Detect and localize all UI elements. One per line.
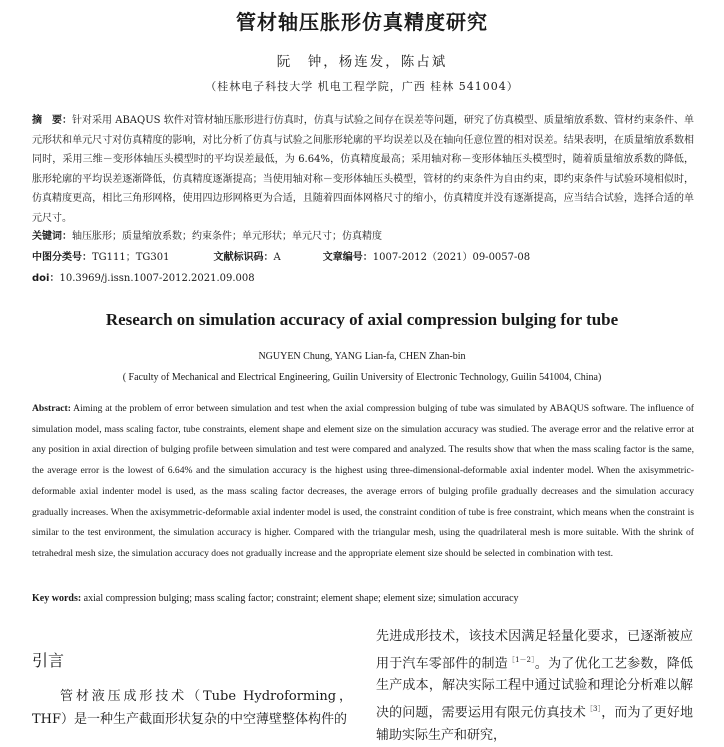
- doi-value: 10.3969/j.issn.1007-2012.2021.09.008: [59, 273, 255, 284]
- cn-keywords-label: 关键词：: [32, 231, 72, 242]
- cn-abstract-label: 摘 要：: [32, 115, 73, 126]
- cn-paper-title: 管材轴压胀形仿真精度研究: [236, 10, 488, 34]
- en-paper-title: Research on simulation accuracy of axial compression bulging for tube: [105, 310, 619, 329]
- en-abstract-text: Aiming at the problem of error between simulation and test when the axial compression bulging of tube was simulated by ABAQUS software. The influence of simulation model, mass scaling factor, tube constraints, element shape and element size on the simulation accuracy was studied. The average error and the relative error at any position in axial direction of bulging profile between simulation and test were compared and analyzed. The results show that when the mass scaling factor is the same, the average error is the lowest of 6.64% and the simulation accuracy is the highest using three-dimensional-deformable axial indenter model. When the axisymmetric-deformable axial indenter model is used, as the mass scaling factor decreases, the average errors of bulging profile gradually decreases and the simulation accuracy gradually increases. When the axisymmetric-deformable axial indenter model is used, the constraint condition of tube is free constraint, which means when the constraint is similar to the test environment, the simulation accuracy is higher. Compared with the triangular mesh, using the quadrilateral mesh is more suitable. With the shrink of tetrahedral mesh size, the simulation accuracy does not gradually increase and the appropriate element size should be selected in combination with test.: [32, 403, 694, 559]
- section-heading-introduction: 引言: [32, 651, 65, 670]
- cn-class-value: TG111；TG301: [92, 252, 170, 263]
- cn-classification: [32, 248, 530, 263]
- doi-label: doi：: [32, 273, 60, 284]
- cn-doccode-label: 文献标识码：: [213, 252, 274, 263]
- intro-right-text-2: 。为了优化工艺参数，降低生产成本，解决实际工程中通过试验和理论分析难以解决的问题，需要运用有限元仿真技术: [376, 655, 693, 721]
- cn-class-label: 中图分类号：: [32, 252, 92, 263]
- en-keywords-label: Key words:: [32, 593, 82, 604]
- intro-left-column: 管材液压成形技术（Tube Hydroforming，THF）是一种生产截面形状复杂的中空薄壁整体构件的: [32, 689, 352, 727]
- en-affiliation: ( Faculty of Mechanical and Electrical Engineering, Guilin University of Electronic Technology, Guilin 541004, China): [122, 372, 602, 383]
- cn-abstract: [32, 111, 694, 229]
- cn-articleno-value: 1007-2012（2021）09-0057-08: [372, 252, 531, 263]
- cn-keywords-text: 轴压胀形；质量缩放系数；约束条件；单元形状；单元尺寸；仿真精度: [72, 231, 382, 242]
- en-keywords: [32, 593, 519, 604]
- cn-doccode-value: A: [273, 252, 281, 263]
- cn-abstract-text: 针对采用 ABAQUS 软件对管材轴压胀形进行仿真时，仿真与试验之间存在误差等问题，研究了仿真模型、质量缩放系数、管材约束条件、单元形状和单元尺寸对仿真精度的影响，对比分析了仿真与试验之间胀形轮廓的平均误差以及在轴向任意位置的相对误差。结果表明，在质量缩放系数相同时，采用三维－变形体轴压头模型时的平均误差最低，为 6.64%，仿真精度最高；采用轴对称－变形体轴压头模型时，随着质量缩放系数的降低，胀形轮廓的平均误差逐渐降低，仿真精度逐渐提高；当使用轴对称－变形体轴压头模型，管材的约束条件为自由约束，即约束条件与试验环境相似时，仿真精度更高，相比三角形网格，使用四边形网格更为合适，且随着四面体网格尺寸的缩小，仿真精度并没有逐渐提高，应当结合试验，选择合适的单元尺寸。: [32, 115, 694, 224]
- intro-right-text-1: 先进成形技术，该技术因满足轻量化要求，已逐渐被应用于汽车零部件的制造: [376, 629, 693, 671]
- doi-line: [32, 269, 255, 284]
- en-abstract-label: Abstract:: [32, 403, 71, 414]
- citation-ref-3: ［3］: [585, 704, 602, 713]
- intro-right-text-3: ，而为了更好地辅助实际生产和研究，: [376, 705, 693, 743]
- en-abstract: [32, 399, 694, 565]
- cn-authors: 阮 钟，杨连发，陈占斌: [276, 54, 448, 70]
- citation-ref-1-2: ［1－2］: [507, 655, 535, 664]
- en-keywords-text: axial compression bulging; mass scaling factor; constraint; element shape; element size; simulation accuracy: [83, 593, 519, 604]
- cn-keywords: [32, 227, 382, 242]
- cn-affiliation: （桂林电子科技大学 机电工程学院，广西 桂林 541004）: [205, 80, 519, 93]
- en-authors: NGUYEN Chung, YANG Lian-fa, CHEN Zhan-bin: [258, 351, 466, 362]
- intro-right-column: [376, 626, 693, 747]
- cn-articleno-label: 文章编号：: [322, 252, 373, 263]
